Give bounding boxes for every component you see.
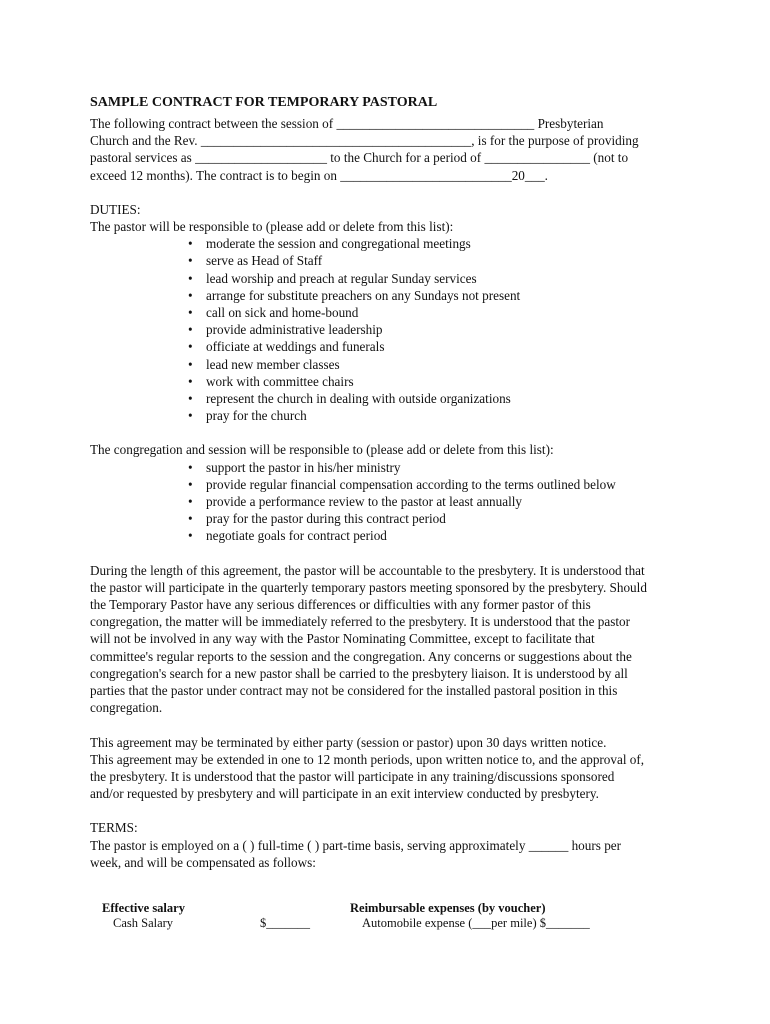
congregation-lead: The congregation and session will be responsible to (please add or delete from this list): (90, 442, 554, 458)
intro-line: exceed 12 months). The contract is to begin on __________________________20___. (90, 167, 548, 183)
spacer (90, 802, 690, 819)
termination-paragraph (90, 734, 690, 803)
paragraph-line: and/or requested by presbytery and will participate in an exit interview conducted by presbytery. (90, 786, 599, 802)
list-item: • officiate at weddings and funerals (188, 338, 690, 355)
list-item: • pray for the church (188, 407, 690, 424)
list-item: • provide a performance review to the pastor at least annually (188, 493, 690, 510)
terms-line: week, and will be compensated as follows: (90, 854, 316, 870)
accountability-paragraph (90, 562, 690, 717)
duties-heading: DUTIES: (90, 201, 141, 217)
list-item: • provide administrative leadership (188, 321, 690, 338)
reimbursable-expenses-heading: Reimbursable expenses (by voucher) (350, 901, 546, 915)
intro-line: The following contract between the session of ______________________________ Presbyterian (90, 116, 604, 131)
paragraph-line: During the length of this agreement, the pastor will be accountable to the presbytery. It is understood that (90, 562, 645, 578)
paragraph-line: parties that the pastor under contract may not be considered for the installed pastoral position in this (90, 683, 618, 699)
intro-paragraph (90, 115, 690, 184)
duties-list (90, 235, 690, 424)
paragraph-line: This agreement may be extended in one to 12 month periods, upon written notice to, and the approval of, (90, 751, 645, 767)
list-item: • lead new member classes (188, 356, 690, 373)
cash-salary-value: $_______ (260, 916, 310, 930)
list-item: • pray for the pastor during this contract period (188, 510, 690, 527)
contract-body (90, 94, 690, 871)
list-item: • represent the church in dealing with outside organizations (188, 390, 690, 407)
spacer (90, 717, 690, 734)
terms-line: The pastor is employed on a ( ) full-time ( ) part-time basis, serving approximately ______ hours per (90, 837, 622, 853)
congregation-list (90, 459, 690, 545)
list-item: • arrange for substitute preachers on any Sundays not present (188, 287, 690, 304)
spacer (90, 424, 690, 441)
automobile-expense-label: Automobile expense (___per mile) $_______ (362, 916, 590, 930)
spacer (90, 545, 690, 562)
paragraph-line: the presbytery. It is understood that the pastor will participate in any training/discussions sponsored (90, 768, 615, 784)
list-item: • lead worship and preach at regular Sunday services (188, 270, 690, 287)
paragraph-line: congregation's search for a new pastor shall be carried to the presbytery liaison. It is understood by all (90, 665, 628, 681)
paragraph-line: the Temporary Pastor have any serious differences or difficulties with any former pastor of this (90, 597, 591, 613)
terms-heading: TERMS: (90, 820, 138, 836)
list-item: • call on sick and home-bound (188, 304, 690, 321)
list-item: • support the pastor in his/her ministry (188, 459, 690, 476)
paragraph-line: congregation, the matter will be immediately referred to the presbytery. It is understood that the pastor (90, 614, 631, 630)
paragraph-line: congregation. (90, 700, 163, 716)
cash-salary-label: Cash Salary (113, 916, 174, 930)
intro-line: pastoral services as ____________________ to the Church for a period of ________________ (not to (90, 150, 629, 166)
list-item: • work with committee chairs (188, 373, 690, 390)
spacer (90, 184, 690, 201)
paragraph-line: committee's regular reports to the session and the congregation. Any concerns or suggestions about the (90, 648, 632, 664)
list-item: • moderate the session and congregational meetings (188, 235, 690, 252)
list-item: • provide regular financial compensation according to the terms outlined below (188, 476, 690, 493)
intro-line: Church and the Rev. _________________________________________, is for the purpose of providing (90, 133, 639, 149)
paragraph-line: This agreement may be terminated by either party (session or pastor) upon 30 days written notice. (90, 734, 607, 750)
duties-lead: The pastor will be responsible to (please add or delete from this list): (90, 219, 454, 235)
paragraph-line: the pastor will participate in the quarterly temporary pastors meeting sponsored by the presbytery. Should (90, 579, 647, 595)
effective-salary-heading: Effective salary (102, 901, 185, 915)
document-title: SAMPLE CONTRACT FOR TEMPORARY PASTORAL (90, 95, 438, 110)
list-item: • negotiate goals for contract period (188, 527, 690, 544)
list-item: • serve as Head of Staff (188, 252, 690, 269)
paragraph-line: will not be involved in any way with the Pastor Nominating Committee, except to facilitate that (90, 631, 595, 647)
